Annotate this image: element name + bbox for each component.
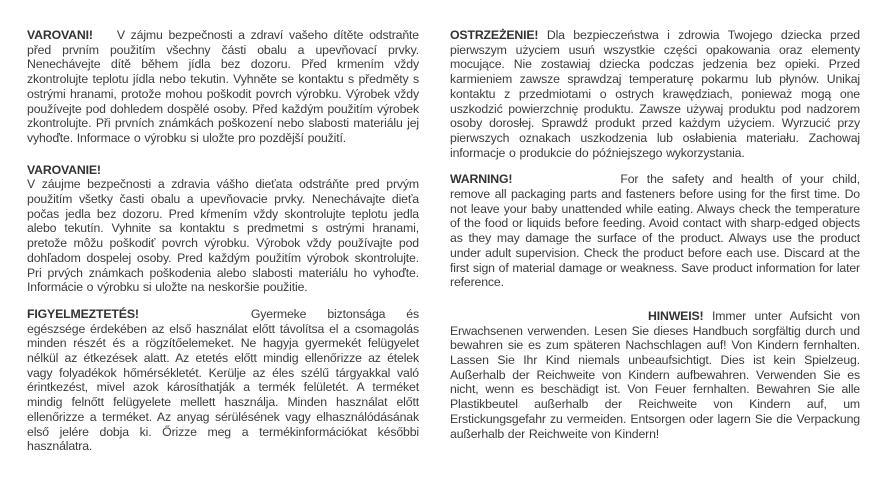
warning-section-hungarian bbox=[27, 307, 419, 454]
left-column bbox=[27, 28, 419, 454]
heading-gap-hungarian bbox=[139, 317, 251, 318]
warning-section-english bbox=[450, 172, 860, 290]
paragraph-czech bbox=[27, 28, 419, 146]
body-czech: V zájmu bezpečnosti a zdraví vašeho dítěte odstraňte před prvním použitím všechny části obalu a upevňovací prvky. Nenechávejte dítě během jídla bez dozoru. Před krmením vždy zkontrolujte teplotu jídla nebo tekutin. Vyhněte se kontaktu s předměty s ostrými hranami, protože mohou poškodit povrch výrobku. Výrobek vždy používejte pod dohledem dospělé osoby. Před každým použitím výrobek zkontrolujte. Při prvních známkách poškození nebo slabosti materiálu jej vyhoďte. Informace o výrobku si uložte pro pozdější použití. bbox=[27, 28, 419, 145]
paragraph-slovak bbox=[27, 163, 419, 295]
warning-section-german bbox=[450, 309, 860, 441]
right-column bbox=[450, 28, 860, 441]
body-hungarian: Gyermeke biztonsága és egészsége érdekében az első használat előtt távolítsa el a csomagolás minden részét és a rögzítőelemeket. Ne hagyja gyermekét felügyelet nélkül az étkezések alatt. Az etetés előtt mindig ellenőrizze az ételek vagy folyadékok hőmérsékletét. Kerülje az éles szélű tárgyakkal való érintkezést, mivel azok károsíthatják a termék felületét. A terméket mindig felnőtt felügyelete mellett használja. Minden használat előtt ellenőrizze a terméket. Az anyag sérülésének vagy elhasználódásának első jelére dobja ki. Őrizze meg a termékinformációkat későbbi használatra. bbox=[27, 306, 419, 454]
heading-english: WARNING! bbox=[450, 172, 513, 187]
paragraph-polish bbox=[450, 28, 860, 160]
body-slovak: V záujme bezpečnosti a zdravia vášho dieťata odstráňte pred prvým použitím všetky časti obalu a upevňovacie prvky. Nenechávajte dieťa počas jedla bez dozoru. Pred kŕmením vždy skontrolujte teplotu jedla alebo tekutín. Vyhnite sa kontaktu s predmetmi s ostrými hranami, pretože môžu poškodiť povrch výrobku. Výrobok vždy používajte pod dohľadom dospelej osoby. Pred každým použitím výrobok skontrolujte. Pri prvých známkach poškodenia alebo slabosti materiálu ho vyhoďte. Informácie o výrobku si uložte na neskoršie použitie. bbox=[27, 177, 419, 295]
heading-slovak: VAROVANIE! bbox=[27, 162, 101, 177]
heading-gap-czech bbox=[93, 38, 117, 39]
heading-hungarian: FIGYELMEZTETÉS! bbox=[27, 306, 139, 321]
heading-polish: OSTRZEŻENIE! bbox=[450, 28, 539, 42]
body-polish: Dla bezpieczeństwa i zdrowia Twojego dziecka przed pierwszym użyciem usuń wszystkie części opakowania oraz elementy mocujące. Nie zostawiaj dziecka podczas jedzenia bez opieki. Przed karmieniem zawsze sprawdzaj temperaturę pokarmu lub płynów. Unikaj kontaktu z przedmiotami o ostrych krawędziach, ponieważ mogą one uszkodzić powierzchnię produktu. Zawsze używaj produktu pod nadzorem osoby dorosłej. Sprawdź produkt przed każdym użyciem. Wyrzucić przy pierwszych oznakach uszkodzenia lub osłabienia materiału. Zachowaj informacje o produkcie do późniejszego wykorzystania. bbox=[450, 28, 860, 160]
body-english: For the safety and health of your child, remove all packaging parts and fasteners before using for the first time. Do not leave your baby unattended while eating. Always check the temperature of the food or liquids before feeding. Avoid contact with sharp-edged objects as they may damage the surface of the product. Always use the product under adult supervision. Check the product before each use. Discard at the first sign of material damage or weakness. Save product information for later reference. bbox=[450, 172, 860, 290]
heading-czech: VAROVANI! bbox=[27, 28, 93, 42]
body-german: Immer unter Aufsicht von Erwachsenen verwenden. Lesen Sie dieses Handbuch sorgfältig durch und bewahren sie es zum späteren Nachschlagen auf! Von Kindern fernhalten. Lassen Sie Ihr Kind niemals unbeaufsichtigt. Dies ist kein Spielzeug. Außerhalb der Reichweite von Kindern aufbewahren. Verwenden Sie es nicht, wenn es beschädigt ist. Von Feuer fernhalten. Bewahren Sie alle Plastikbeutel außerhalb der Reichweite von Kindern auf, um Erstickungsgefahr zu vermeiden. Entsorgen oder lagern Sie die Verpackung außerhalb der Reichweite von Kindern! bbox=[450, 308, 860, 441]
paragraph-hungarian bbox=[27, 307, 419, 454]
paragraph-german bbox=[450, 309, 860, 441]
paragraph-english bbox=[450, 172, 860, 290]
warning-section-czech bbox=[27, 28, 419, 146]
warning-section-polish bbox=[450, 28, 860, 160]
heading-gap-english bbox=[512, 182, 620, 183]
heading-german: HINWEIS! bbox=[648, 308, 704, 323]
warning-section-slovak bbox=[27, 163, 419, 295]
